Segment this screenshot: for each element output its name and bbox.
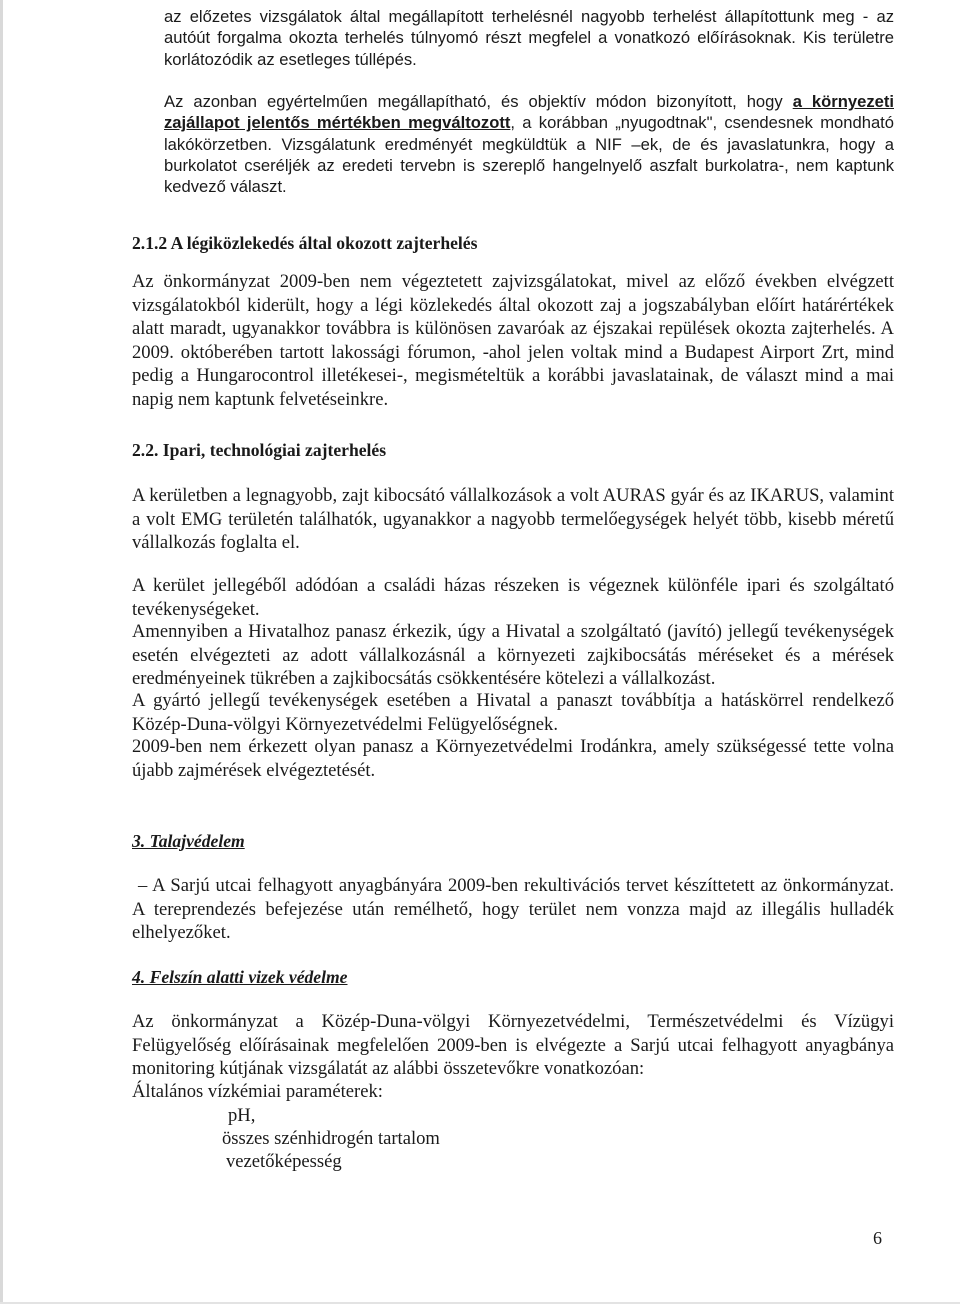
paragraph-noise-change-after: , a korábban „nyugodtnak", csendesnek mondható lakókörzetben. Vizsgálatunk eredményét megküldtük a NIF –ek, de és javaslatunkra, hogy a burkolatot cseréljék az eredeti tervebn is szereplő hangelnyelő aszfalt burkolatra-, nem kaptunk kedvező választ. xyxy=(164,113,895,197)
paragraph-manufacturing: A gyártó jellegű tevékenységek esetében a Hivatal a panaszt továbbítja a hatáskörrel rendelkező Közép-Duna-völgyi Környezetvédelmi Felügyelőségnek. xyxy=(132,690,894,735)
heading-soil-protection: 3. Talajvédelem xyxy=(132,831,245,851)
paragraph-industrial-companies: A kerületben a legnagyobb, zajt kibocsátó vállalkozások a volt AURAS gyár és az IKARUS, valamint a volt EMG területén találhatók, ugyanakkor a nagyobb termelőegységek helyét több, kisebb méretű vállalkozás foglalta el. xyxy=(132,485,894,554)
parameters-label: Általános vízkémiai paraméterek: xyxy=(132,1081,383,1102)
heading-aviation-noise: 2.1.2 A légiközlekedés által okozott zajterhelés xyxy=(132,233,478,253)
paragraph-district-activities: A kerület jellegéből adódóan a családi házas részeken is végeznek különféle ipari és szolgáltató tevékenységeket. xyxy=(132,575,894,620)
emphasized-statement: a környezeti zajállapot jelentős mértékben megváltozott xyxy=(164,92,894,133)
paragraph-aviation-noise: Az önkormányzat 2009-ben nem végeztetett zajvizsgálatokat, mivel az előző években elvégzett vizsgálatokból kiderült, hogy a légi közlekedés által okozott zaj a jogszabályban előírt határértékek alatt maradt, ugyanakkor továbbra is különösen zavaróak az éjszakai repülések okozta zajterhelés. A 2009. októberében tartott lakossági fórumon, -ahol jelen voltak mind a Budapest Airport Zrt, mind pedig a Hungarocontrol illetékesei-, megismételtük a korábbi javaslatainak, de választ mind a mai napig nem kaptunk felvetéseinkre. xyxy=(132,271,894,410)
heading-groundwater-protection: 4. Felszín alatti vizek védelme xyxy=(132,967,348,987)
paragraph-noise-change-before: Az azonban egyértelműen megállapítható, és objektív módon bizonyított, hogy xyxy=(164,92,793,111)
heading-industrial-noise: 2.2. Ipari, technológiai zajterhelés xyxy=(132,440,387,460)
paragraph-noise-results: az előzetes vizsgálatok által megállapított terhelésnél nagyobb terhelést állapítottunk meg - az autóút forgalma okozta terhelés túlnyomó részt megfelel a vonatkozó előírásoknak. Kis területre korlátozódik az esetleges túllépés. xyxy=(164,7,894,69)
paragraph-soil-protection: – A Sarjú utcai felhagyott anyagbányára 2009-ben rekultivációs tervet készíttetett az önkormányzat. A tereprendezés befejezése után remélhető, hogy terület nem vonzza majd az illegális hulladék elhelyezőket. xyxy=(132,875,894,944)
paragraph-2009-complaints: 2009-ben nem érkezett olyan panasz a Környezetvédelmi Irodánkra, amely szükségessé tette volna újabb zajmérések elvégeztetését. xyxy=(132,736,894,781)
paragraph-complaint-procedure: Amennyiben a Hivatalhoz panasz érkezik, úgy a Hivatal a szolgáltató (javító) jellegű tevékenységek esetén elvégezteti az adott vállalkozásnál a környezeti zajkibocsátás méréseket és a mérések eredményeinek tükrében a zajkibocsátás csökkentésére kötelezi a vállalkozást. xyxy=(132,621,894,690)
scan-edge xyxy=(0,0,3,1304)
parameter-item: összes szénhidrogén tartalom xyxy=(222,1128,440,1149)
page-number: 6 xyxy=(873,1228,882,1248)
paragraph-groundwater-monitoring: Az önkormányzat a Közép-Duna-völgyi Környezetvédelmi, Természetvédelmi és Vízügyi Felügyelőség előírásainak megfelelően 2009-ben is elvégezte a Sarjú utcai felhagyott anyagbánya monitoring kútjának vizsgálatát az alábbi összetevőkre vonatkozóan: xyxy=(132,1011,894,1080)
parameter-item: pH, xyxy=(228,1105,256,1126)
parameter-item: vezetőképesség xyxy=(226,1151,342,1172)
paragraph-noise-change xyxy=(164,91,894,197)
